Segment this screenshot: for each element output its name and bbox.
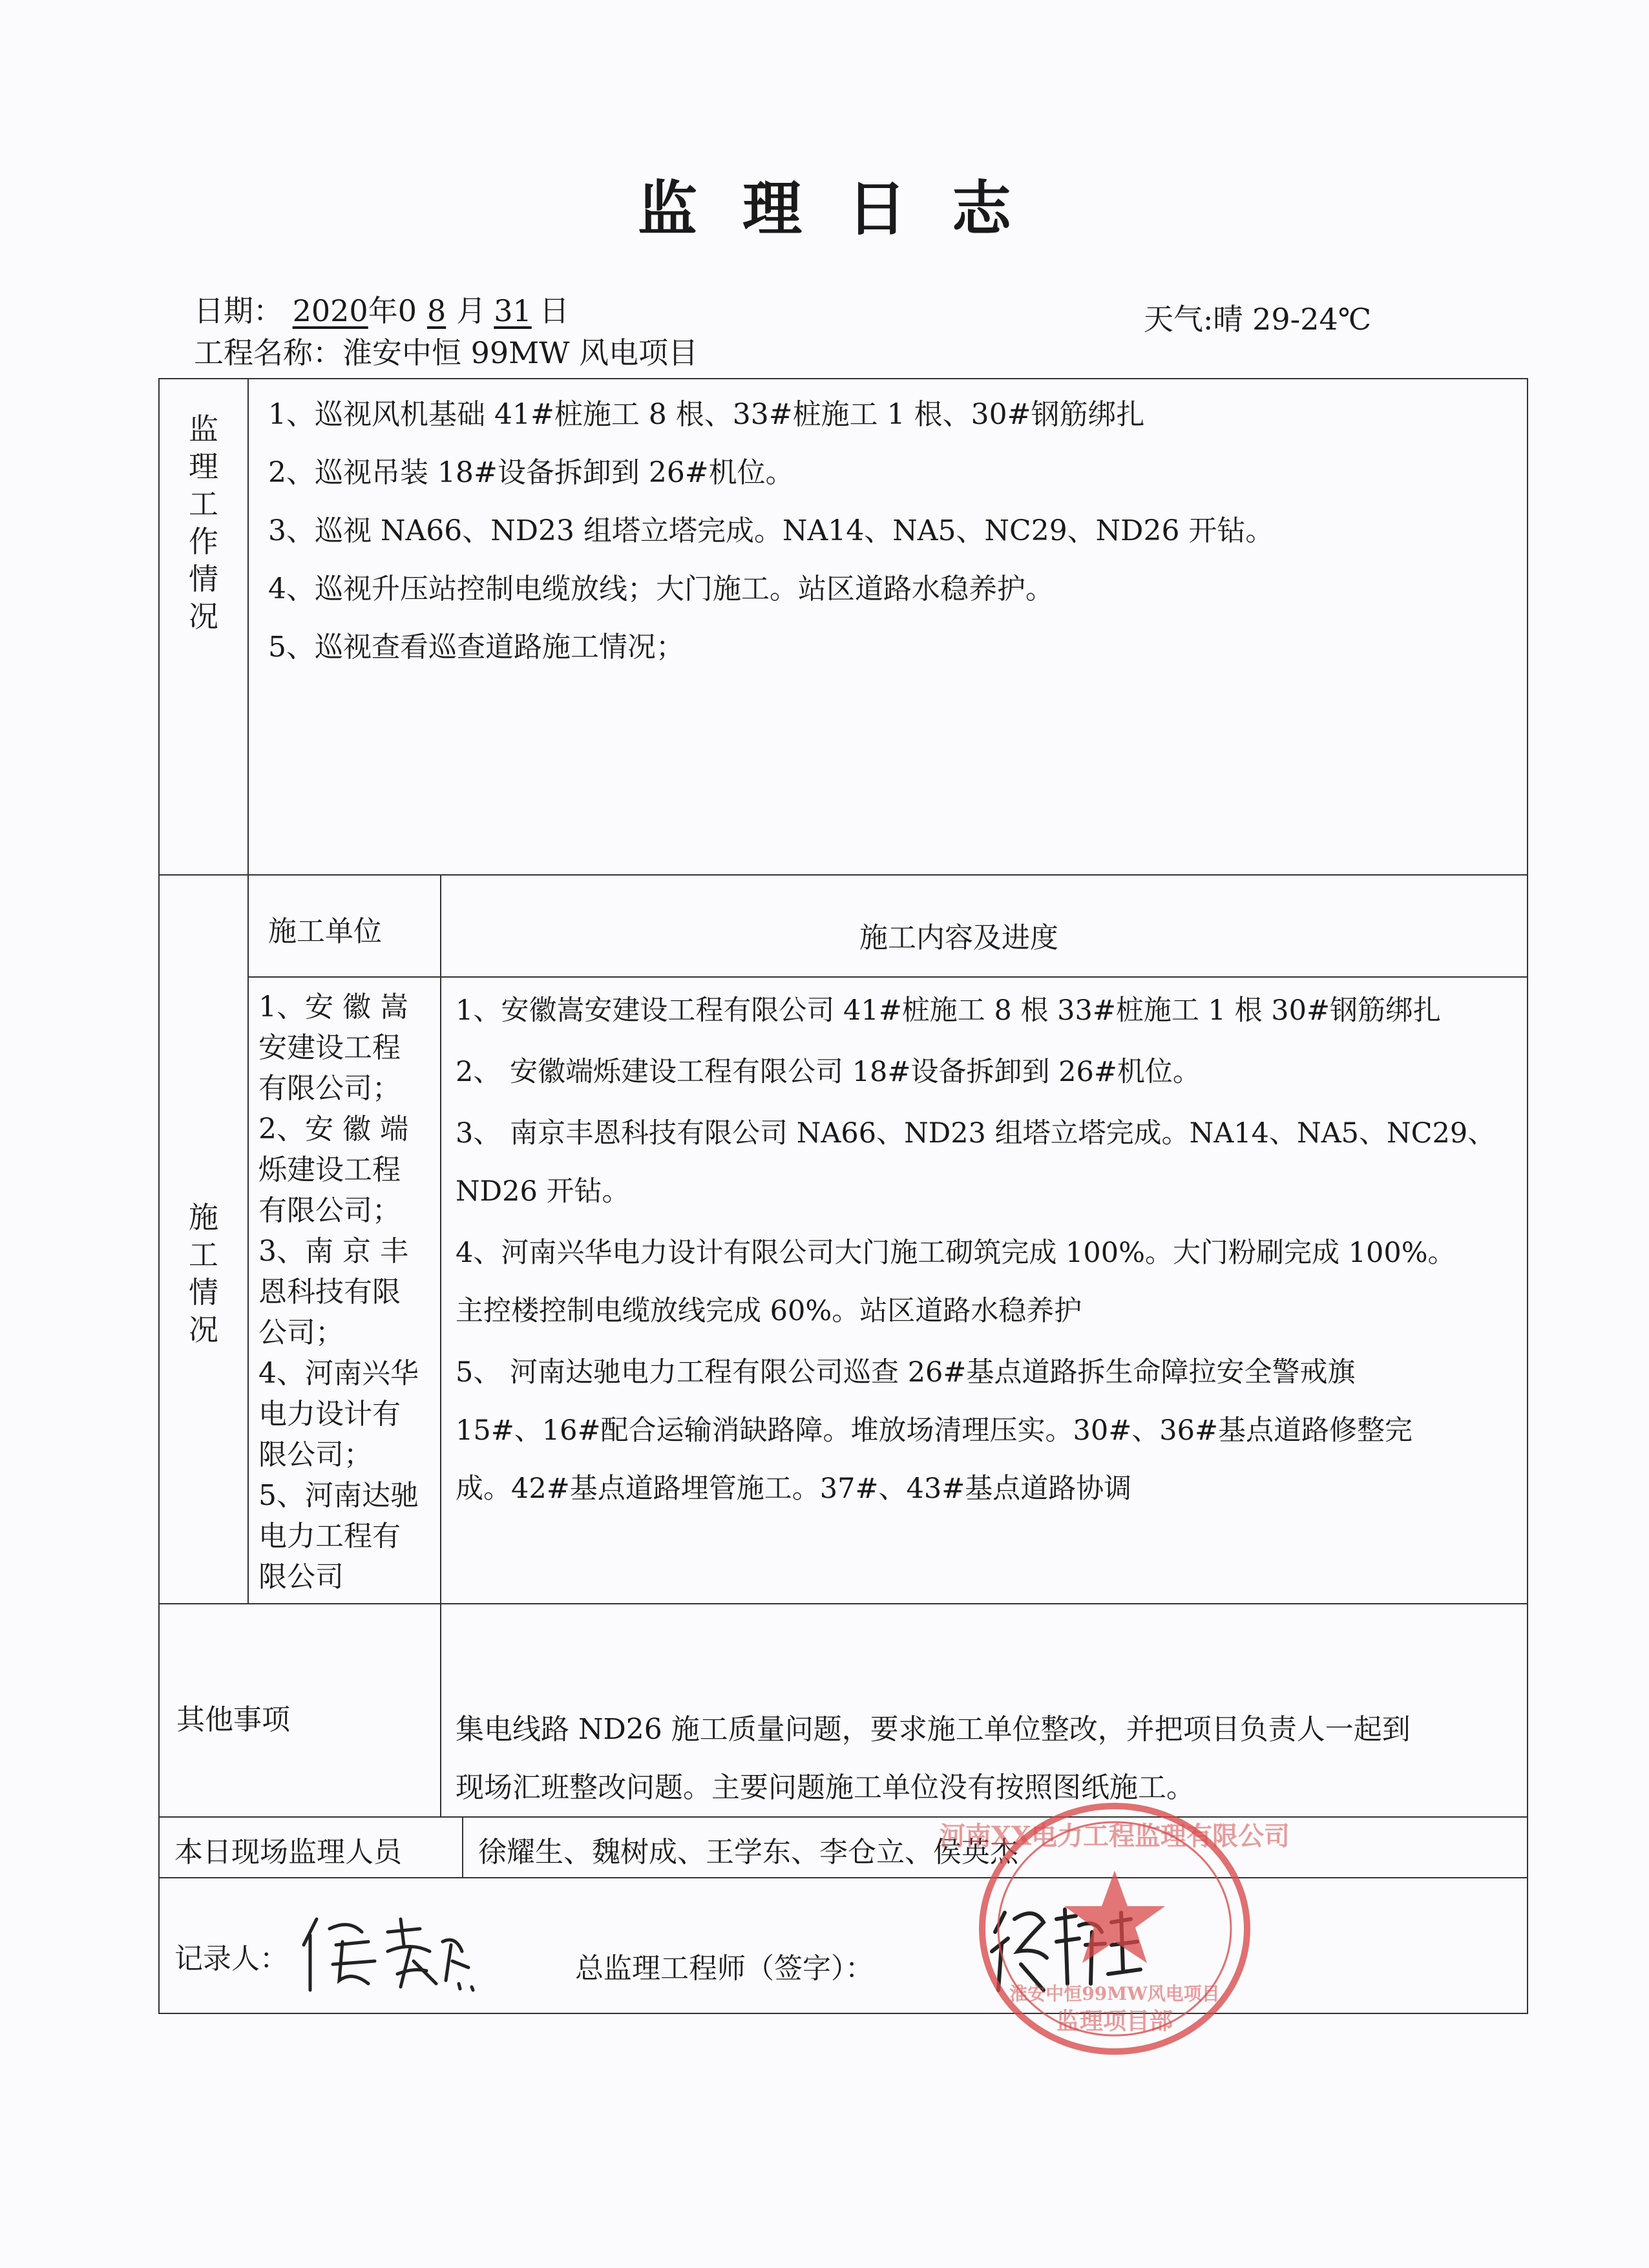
recorder-label: 记录人：	[174, 1942, 288, 1975]
date-year: 2020	[292, 293, 368, 328]
date-month: 8	[426, 293, 446, 328]
recorder-signature	[291, 1906, 485, 2003]
unit-line-12: 限公司；	[258, 1438, 372, 1471]
other-line-1: 集电线路 ND26 施工质量问题，要求施工单位整改，并把项目负责人一起到	[456, 1713, 1411, 1746]
work-label: 监 理 工 作 情 况	[189, 412, 218, 634]
unit-line-7: 3、南 京 丰	[258, 1235, 408, 1268]
content-line-8: 15#、16#配合运输消缺路障。堆放场清理压实。30#、36#基点道路修整完	[456, 1414, 1413, 1447]
work-line-4: 4、巡视升压站控制电缆放线；大门施工。站区道路水稳养护。	[268, 572, 1054, 605]
chief-engineer-label: 总监理工程师（签字）：	[575, 1952, 874, 1985]
staff-label: 本日现场监理人员	[174, 1836, 402, 1869]
content-line-3: 3、 南京丰恩科技有限公司 NA66、ND23 组塔立塔完成。NA14、NA5、NC29、	[456, 1117, 1496, 1150]
project-name: 工程名称：淮安中恒 99MW 风电项目	[194, 335, 698, 370]
weather: 天气:晴 29-24℃	[1144, 302, 1372, 337]
work-line-3: 3、巡视 NA66、ND23 组塔立塔完成。NA14、NA5、NC29、ND26 开钻。	[268, 514, 1274, 547]
unit-line-1: 1、安 徽 嵩	[258, 991, 408, 1024]
page-title: 监理日志	[637, 174, 1056, 244]
month-prefix: 0	[397, 293, 417, 328]
seal-bottom-text: 监理项目部	[1056, 2008, 1173, 2035]
seal-center-text: 淮安中恒99MW风电项目	[1009, 1983, 1220, 2004]
unit-line-6: 有限公司；	[258, 1194, 401, 1227]
date-label: 日期：	[194, 293, 283, 328]
date-day: 31	[494, 293, 532, 328]
date-line	[194, 288, 569, 330]
unit-line-14: 电力工程有	[258, 1520, 401, 1553]
content-line-2: 2、 安徽端烁建设工程有限公司 18#设备拆卸到 26#机位。	[456, 1056, 1201, 1088]
staff-names: 徐耀生、魏树成、王学东、李仓立、侯英杰	[478, 1836, 1018, 1869]
seal-ring-text: 河南XX电力工程监理有限公司	[939, 1821, 1290, 1851]
unit-line-4: 2、安 徽 端	[258, 1113, 408, 1146]
unit-line-2: 安建设工程	[258, 1031, 401, 1064]
content-line-9: 成。42#基点道路埋管施工。37#、43#基点道路协调	[456, 1473, 1132, 1505]
month-unit: 月	[456, 293, 487, 328]
work-line-2: 2、巡视吊装 18#设备拆卸到 26#机位。	[268, 456, 794, 489]
log-table	[158, 378, 1528, 2035]
unit-line-15: 限公司	[258, 1560, 344, 1593]
content-line-5: 4、河南兴华电力设计有限公司大门施工砌筑完成 100%。大门粉刷完成 100%。	[456, 1237, 1456, 1269]
unit-line-9: 公司；	[258, 1316, 344, 1349]
content-line-7: 5、 河南达驰电力工程有限公司巡查 26#基点道路拆生命障拉安全警戒旗	[456, 1356, 1356, 1389]
unit-line-8: 恩科技有限	[258, 1276, 401, 1308]
construction-label: 施 工 情 况	[189, 1200, 218, 1347]
unit-line-3: 有限公司；	[258, 1072, 401, 1105]
work-line-1: 1、巡视风机基础 41#桩施工 8 根、33#桩施工 1 根、30#钢筋绑扎	[268, 398, 1145, 431]
content-line-4: ND26 开钻。	[456, 1175, 630, 1208]
unit-line-5: 烁建设工程	[258, 1153, 401, 1186]
unit-line-10: 4、河南兴华	[258, 1357, 419, 1390]
other-label: 其他事项	[176, 1703, 290, 1736]
content-header: 施工内容及进度	[859, 921, 1058, 954]
unit-header: 施工单位	[268, 915, 382, 948]
unit-line-11: 电力设计有	[258, 1398, 401, 1431]
content-line-1: 1、安徽嵩安建设工程有限公司 41#桩施工 8 根 33#桩施工 1 根 30#钢筋绑扎	[456, 994, 1441, 1027]
official-seal-stamp	[939, 1780, 1290, 2077]
unit-line-13: 5、河南达驰	[258, 1479, 419, 1512]
work-line-5: 5、巡视查看巡查道路施工情况；	[268, 631, 684, 664]
day-unit: 日	[539, 293, 569, 328]
other-line-2: 现场汇班整改问题。主要问题施工单位没有按照图纸施工。	[456, 1771, 1195, 1804]
content-line-6: 主控楼控制电缆放线完成 60%。站区道路水稳养护	[456, 1295, 1082, 1327]
year-unit: 年	[368, 293, 398, 328]
